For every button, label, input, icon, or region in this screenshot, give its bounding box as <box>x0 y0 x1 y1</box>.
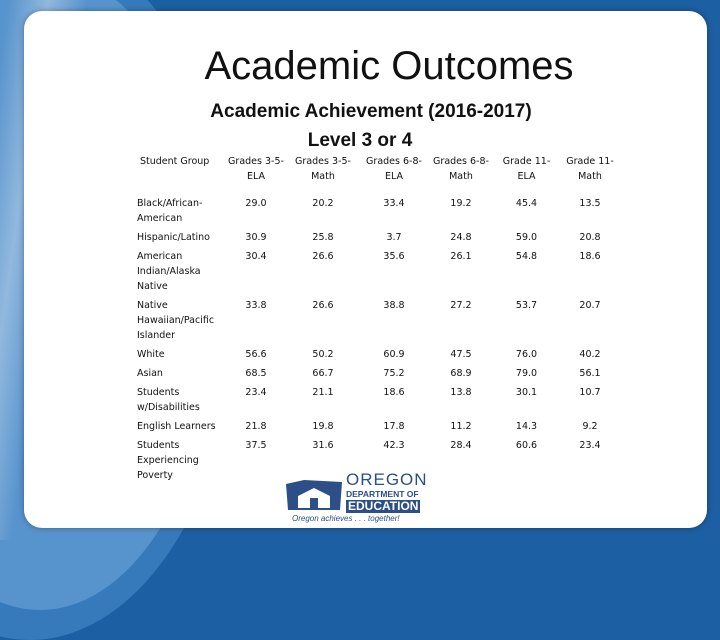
value-cell: 23.4 <box>579 440 601 451</box>
table-row <box>134 192 619 226</box>
value-cell: 25.8 <box>312 232 334 243</box>
value-cell: 31.6 <box>312 440 334 451</box>
value-cell: 14.3 <box>515 421 538 432</box>
table-header-row <box>134 154 619 192</box>
value-cell: 10.7 <box>579 387 601 398</box>
slide-subtitle: Academic Achievement (2016-2017) <box>210 101 532 122</box>
student-group-cell: Hispanic/Latino <box>137 232 210 243</box>
value-cell: 56.6 <box>245 349 267 360</box>
value-cell: 21.1 <box>312 387 334 398</box>
value-cell: 45.4 <box>515 198 538 209</box>
slide-subtitle-level: Level 3 or 4 <box>307 130 413 151</box>
header-grades-6-8-math <box>430 154 492 192</box>
logo-tagline: Oregon achieves . . . together! <box>292 514 400 523</box>
logo-education: EDUCATION <box>348 499 419 513</box>
value-cell: 18.6 <box>383 387 405 398</box>
value-cell: 13.8 <box>450 387 472 398</box>
value-cell: 21.8 <box>245 421 267 432</box>
value-cell: 76.0 <box>515 349 538 360</box>
header-text: ELA <box>517 171 536 182</box>
table-row <box>134 226 619 245</box>
value-cell: 20.2 <box>312 198 334 209</box>
header-text: Math <box>578 171 602 182</box>
oregon-state-icon <box>284 476 344 516</box>
value-cell: 30.9 <box>245 232 267 243</box>
table-row <box>134 343 619 362</box>
header-text: ELA <box>384 171 403 182</box>
value-cell: 26.6 <box>312 300 334 311</box>
table-row <box>134 381 619 415</box>
student-group-cell: English Learners <box>137 421 216 432</box>
value-cell: 79.0 <box>515 368 538 379</box>
table-row <box>134 415 619 434</box>
header-text: Math <box>449 171 473 182</box>
achievement-table <box>134 154 619 483</box>
value-cell: 20.8 <box>579 232 601 243</box>
header-grade-11-math <box>561 154 619 192</box>
header-grades-3-5-ela <box>224 154 288 192</box>
table-row <box>134 362 619 381</box>
value-cell: 24.8 <box>450 232 472 243</box>
value-cell: 20.7 <box>579 300 601 311</box>
logo-oregon: OREGON <box>346 470 428 489</box>
student-group-cell: White <box>137 349 165 360</box>
student-group-cell: Asian <box>137 368 163 379</box>
value-cell: 68.9 <box>450 368 472 379</box>
header-grades-6-8-ela <box>358 154 430 192</box>
value-cell: 11.2 <box>450 421 472 432</box>
value-cell: 3.7 <box>386 232 402 243</box>
table-row <box>134 294 619 343</box>
value-cell: 27.2 <box>450 300 472 311</box>
table-row <box>134 245 619 294</box>
value-cell: 18.6 <box>579 251 601 262</box>
value-cell: 40.2 <box>579 349 601 360</box>
student-group-cell: American Indian/Alaska Native <box>137 251 201 292</box>
student-group-cell: Native Hawaiian/Pacific Islander <box>137 300 215 341</box>
oregon-education-logo <box>284 470 426 526</box>
value-cell: 56.1 <box>579 368 601 379</box>
value-cell: 33.4 <box>383 198 405 209</box>
student-group-cell: Black/African- American <box>137 198 203 224</box>
value-cell: 26.6 <box>312 251 334 262</box>
header-text: Grade 11- <box>502 156 551 167</box>
value-cell: 33.8 <box>245 300 267 311</box>
value-cell: 17.8 <box>383 421 405 432</box>
value-cell: 47.5 <box>450 349 472 360</box>
value-cell: 28.4 <box>450 440 472 451</box>
header-text: Grades 3-5- <box>228 156 284 167</box>
header-text: Grade 11- <box>566 156 614 167</box>
value-cell: 60.9 <box>383 349 405 360</box>
logo-department: DEPARTMENT OF <box>346 489 419 499</box>
value-cell: 37.5 <box>245 440 267 451</box>
value-cell: 66.7 <box>312 368 334 379</box>
student-group-cell: Students w/Disabilities <box>137 387 200 413</box>
header-grades-3-5-math <box>288 154 358 192</box>
student-group-cell: Students Experiencing Poverty <box>137 440 199 481</box>
header-text: Grades 6-8- <box>433 156 489 167</box>
value-cell: 42.3 <box>383 440 405 451</box>
header-text: Math <box>311 171 335 182</box>
header-student-group <box>134 154 224 192</box>
value-cell: 75.2 <box>383 368 405 379</box>
header-text: ELA <box>246 171 265 182</box>
value-cell: 9.2 <box>582 421 598 432</box>
value-cell: 38.8 <box>383 300 405 311</box>
slide-title: Academic Outcomes <box>204 44 574 88</box>
header-text: Grades 3-5- <box>295 156 351 167</box>
value-cell: 30.4 <box>245 251 267 262</box>
header-text: Grades 6-8- <box>366 156 422 167</box>
value-cell: 54.8 <box>515 251 538 262</box>
value-cell: 29.0 <box>245 198 267 209</box>
value-cell: 23.4 <box>245 387 267 398</box>
value-cell: 50.2 <box>312 349 334 360</box>
value-cell: 53.7 <box>515 300 538 311</box>
value-cell: 59.0 <box>515 232 538 243</box>
value-cell: 13.5 <box>579 198 601 209</box>
value-cell: 30.1 <box>515 387 538 398</box>
table-body <box>134 192 619 483</box>
value-cell: 35.6 <box>383 251 405 262</box>
value-cell: 26.1 <box>450 251 472 262</box>
header-grade-11-ela <box>492 154 561 192</box>
value-cell: 60.6 <box>515 440 538 451</box>
value-cell: 19.8 <box>312 421 334 432</box>
value-cell: 68.5 <box>245 368 267 379</box>
header-text: Student Group <box>140 156 210 167</box>
value-cell: 19.2 <box>450 198 472 209</box>
